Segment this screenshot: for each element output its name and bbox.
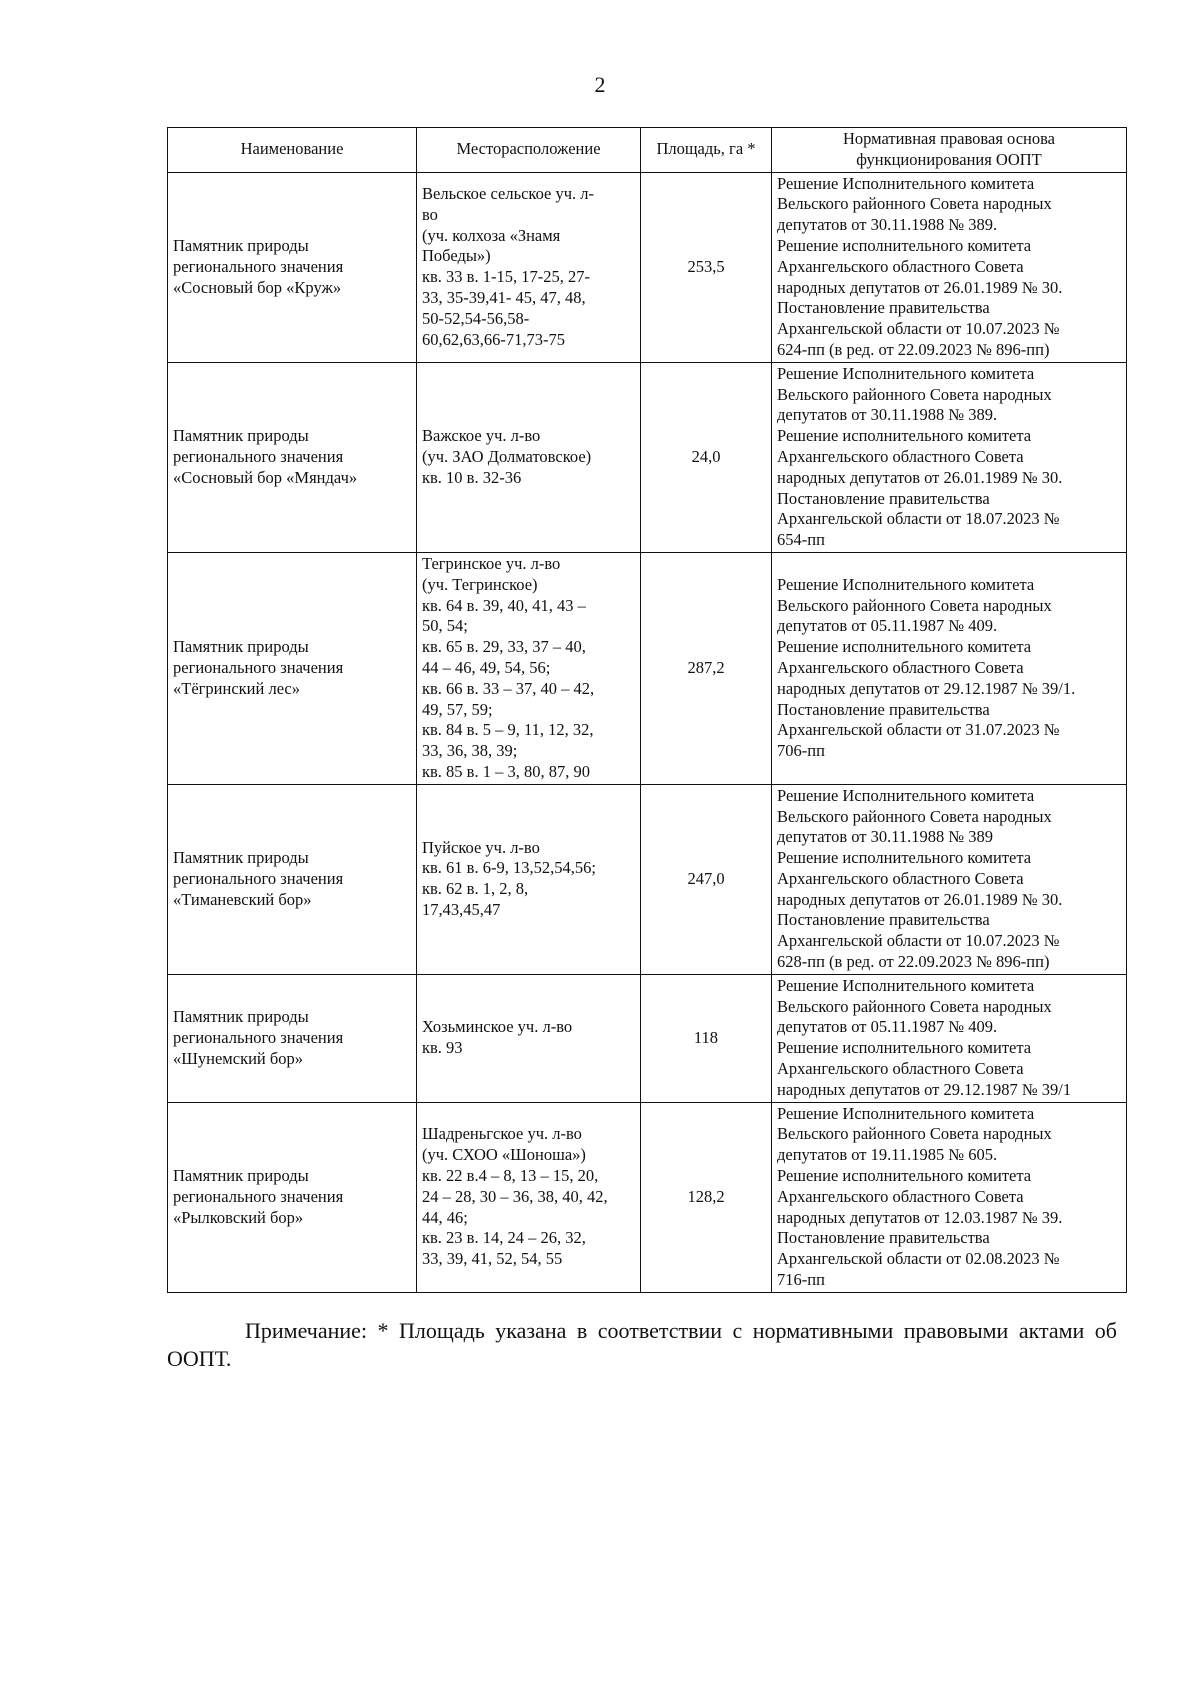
cell-basis-line: Архангельской области от 18.07.2023 № <box>777 509 1060 529</box>
cell-name-line: регионального значения <box>173 256 344 276</box>
table-row <box>168 172 1127 362</box>
cell-basis-line: Решение Исполнительного комитета <box>777 785 1035 805</box>
cell-name-line: регионального значения <box>173 446 344 466</box>
cell-name-line: Памятник природы <box>173 235 309 255</box>
cell-basis-line: Постановление правительства <box>777 699 990 719</box>
cell-name-line: «Шунемский бор» <box>173 1048 304 1068</box>
oopt-table <box>167 127 1127 1293</box>
cell-basis <box>772 784 1127 974</box>
cell-location <box>417 362 641 552</box>
cell-basis-line: 706-пп <box>777 741 825 761</box>
cell-name-line: «Тиманевский бор» <box>173 889 312 909</box>
cell-location-line: (уч. колхоза «Знамя <box>422 225 561 245</box>
cell-basis-line: Решение Исполнительного комитета <box>777 363 1035 383</box>
cell-location <box>417 552 641 784</box>
page-number: 2 <box>594 72 606 97</box>
cell-location <box>417 784 641 974</box>
cell-location-line: 49, 57, 59; <box>422 699 493 719</box>
cell-basis <box>772 172 1127 362</box>
cell-basis-line: Архангельской области от 10.07.2023 № <box>777 319 1060 339</box>
cell-area: 287,2 <box>641 552 772 784</box>
cell-location-line: (уч. Тегринское) <box>422 574 538 594</box>
cell-basis-line: Решение исполнительного комитета <box>777 1038 1032 1058</box>
cell-basis-line: Постановление правительства <box>777 488 990 508</box>
cell-basis-line: Архангельской области от 02.08.2023 № <box>777 1249 1060 1269</box>
cell-name <box>168 1102 417 1292</box>
header-basis <box>772 128 1127 173</box>
cell-basis-line: Решение Исполнительного комитета <box>777 574 1035 594</box>
cell-name-line: регионального значения <box>173 657 344 677</box>
cell-basis-line: Решение исполнительного комитета <box>777 637 1032 657</box>
cell-location-line: кв. 65 в. 29, 33, 37 – 40, <box>422 637 586 657</box>
header-location: Месторасположение <box>417 128 641 173</box>
cell-basis-line: народных депутатов от 26.01.1989 № 30. <box>777 889 1063 909</box>
cell-location-line: кв. 22 в.4 – 8, 13 – 15, 20, <box>422 1166 599 1186</box>
cell-location-line: кв. 10 в. 32-36 <box>422 467 522 487</box>
cell-location-line: 33, 36, 38, 39; <box>422 741 518 761</box>
cell-area: 253,5 <box>641 172 772 362</box>
cell-location <box>417 1102 641 1292</box>
cell-basis <box>772 552 1127 784</box>
cell-basis-line: депутатов от 19.11.1985 № 605. <box>777 1145 998 1165</box>
cell-basis-line: Вельского районного Совета народных <box>777 996 1052 1016</box>
footnote: Примечание: * Площадь указана в соответствии с нормативными правовыми актами об ООПТ. <box>167 1318 1117 1371</box>
cell-area: 118 <box>641 974 772 1102</box>
cell-location-line: кв. 33 в. 1-15, 17-25, 27- <box>422 267 590 287</box>
cell-basis-line: Решение Исполнительного комитета <box>777 975 1035 995</box>
cell-basis-line: Архангельского областного Совета <box>777 868 1024 888</box>
cell-basis <box>772 362 1127 552</box>
cell-name <box>168 362 417 552</box>
cell-basis-line: депутатов от 05.11.1987 № 409. <box>777 1017 998 1037</box>
cell-basis-line: Постановление правительства <box>777 1228 990 1248</box>
cell-basis-line: народных депутатов от 12.03.1987 № 39. <box>777 1207 1063 1227</box>
cell-location-line: 33, 39, 41, 52, 54, 55 <box>422 1249 563 1269</box>
cell-basis-line: Постановление правительства <box>777 910 990 930</box>
cell-name <box>168 974 417 1102</box>
cell-basis-line: Вельского районного Совета народных <box>777 806 1052 826</box>
table-row <box>168 362 1127 552</box>
cell-name-line: Памятник природы <box>173 1007 309 1027</box>
header-basis-line: Нормативная правовая основа <box>843 129 1055 148</box>
cell-name-line: «Рылковский бор» <box>173 1207 304 1227</box>
cell-name-line: Памятник природы <box>173 848 309 868</box>
cell-name-line: «Сосновый бор «Мяндач» <box>173 467 358 487</box>
cell-location-line: 60,62,63,66-71,73-75 <box>422 329 565 349</box>
cell-location-line: Важское уч. л-во <box>422 426 541 446</box>
cell-location-line: кв. 61 в. 6-9, 13,52,54,56; <box>422 858 596 878</box>
table-body <box>168 172 1127 1292</box>
cell-location-line: Тегринское уч. л-во <box>422 553 561 573</box>
cell-basis-line: Архангельской области от 10.07.2023 № <box>777 931 1060 951</box>
cell-basis-line: депутатов от 30.11.1988 № 389 <box>777 827 994 847</box>
cell-basis-line: Решение исполнительного комитета <box>777 848 1032 868</box>
cell-basis-line: Архангельского областного Совета <box>777 446 1024 466</box>
cell-basis-line: народных депутатов от 29.12.1987 № 39/1 <box>777 1079 1072 1099</box>
cell-basis-line: Архангельского областного Совета <box>777 1059 1024 1079</box>
cell-location-line: 24 – 28, 30 – 36, 38, 40, 42, <box>422 1186 608 1206</box>
cell-basis <box>772 1102 1127 1292</box>
cell-location-line: кв. 93 <box>422 1038 463 1058</box>
cell-basis-line: Вельского районного Совета народных <box>777 595 1052 615</box>
cell-basis-line: народных депутатов от 29.12.1987 № 39/1. <box>777 678 1076 698</box>
cell-location-line: 17,43,45,47 <box>422 900 501 920</box>
cell-location-line: 44, 46; <box>422 1207 468 1227</box>
cell-location-line: кв. 84 в. 5 – 9, 11, 12, 32, <box>422 720 594 740</box>
cell-basis-line: депутатов от 30.11.1988 № 389. <box>777 405 998 425</box>
cell-location-line: во <box>422 204 438 224</box>
cell-basis-line: Решение Исполнительного комитета <box>777 173 1035 193</box>
cell-name-line: регионального значения <box>173 1186 344 1206</box>
cell-basis <box>772 974 1127 1102</box>
cell-basis-line: 628-пп (в ред. от 22.09.2023 № 896-пп) <box>777 952 1050 972</box>
cell-basis-line: Решение исполнительного комитета <box>777 426 1032 446</box>
cell-basis-line: депутатов от 30.11.1988 № 389. <box>777 215 998 235</box>
cell-location-line: кв. 62 в. 1, 2, 8, <box>422 879 529 899</box>
table-row <box>168 974 1127 1102</box>
cell-name <box>168 552 417 784</box>
cell-name <box>168 172 417 362</box>
cell-basis-line: Решение исполнительного комитета <box>777 235 1032 255</box>
cell-name-line: «Сосновый бор «Круж» <box>173 277 342 297</box>
cell-basis-line: народных депутатов от 26.01.1989 № 30. <box>777 467 1063 487</box>
cell-basis-line: Архангельского областного Совета <box>777 256 1024 276</box>
cell-name-line: регионального значения <box>173 868 344 888</box>
cell-name-line: «Тёгринский лес» <box>173 678 300 698</box>
cell-basis-line: Архангельского областного Совета <box>777 1186 1024 1206</box>
cell-name <box>168 784 417 974</box>
cell-basis-line: Вельского районного Совета народных <box>777 1124 1052 1144</box>
cell-location-line: Хозьминское уч. л-во <box>422 1017 573 1037</box>
header-name: Наименование <box>168 128 417 173</box>
table-header-row <box>168 128 1127 173</box>
cell-location-line: 50-52,54-56,58- <box>422 308 530 328</box>
cell-basis-line: Вельского районного Совета народных <box>777 384 1052 404</box>
cell-location-line: (уч. ЗАО Долматовское) <box>422 446 592 466</box>
cell-basis-line: 716-пп <box>777 1270 825 1290</box>
cell-name-line: регионального значения <box>173 1027 344 1047</box>
cell-basis-line: 654-пп <box>777 530 825 550</box>
header-basis-line: функционирования ООПТ <box>856 149 1042 169</box>
cell-location-line: 50, 54; <box>422 616 468 636</box>
cell-basis-line: 624-пп (в ред. от 22.09.2023 № 896-пп) <box>777 339 1050 359</box>
cell-basis-line: Решение Исполнительного комитета <box>777 1103 1035 1123</box>
cell-area: 24,0 <box>641 362 772 552</box>
cell-area: 247,0 <box>641 784 772 974</box>
cell-location-line: Пуйское уч. л-во <box>422 837 540 857</box>
cell-basis-line: Архангельской области от 31.07.2023 № <box>777 720 1060 740</box>
cell-location-line: Шадреньгское уч. л-во <box>422 1124 582 1144</box>
header-area: Площадь, га * <box>641 128 772 173</box>
cell-location-line: 44 – 46, 49, 54, 56; <box>422 657 551 677</box>
cell-basis-line: Архангельского областного Совета <box>777 657 1024 677</box>
cell-name-line: Памятник природы <box>173 1166 309 1186</box>
cell-area: 128,2 <box>641 1102 772 1292</box>
cell-basis-line: Решение исполнительного комитета <box>777 1166 1032 1186</box>
cell-location <box>417 974 641 1102</box>
cell-basis-line: депутатов от 05.11.1987 № 409. <box>777 616 998 636</box>
cell-basis-line: Постановление правительства <box>777 298 990 318</box>
cell-location-line: (уч. СХОО «Шоноша») <box>422 1145 586 1165</box>
cell-location-line: Победы») <box>422 246 491 266</box>
cell-location-line: Вельское сельское уч. л- <box>422 183 595 203</box>
cell-location <box>417 172 641 362</box>
table-row <box>168 1102 1127 1292</box>
table-row <box>168 552 1127 784</box>
cell-name-line: Памятник природы <box>173 426 309 446</box>
cell-basis-line: народных депутатов от 26.01.1989 № 30. <box>777 277 1063 297</box>
table-row <box>168 784 1127 974</box>
cell-name-line: Памятник природы <box>173 637 309 657</box>
cell-location-line: кв. 64 в. 39, 40, 41, 43 – <box>422 595 586 615</box>
cell-location-line: кв. 85 в. 1 – 3, 80, 87, 90 <box>422 761 590 781</box>
cell-location-line: кв. 66 в. 33 – 37, 40 – 42, <box>422 678 595 698</box>
cell-location-line: 33, 35-39,41- 45, 47, 48, <box>422 287 586 307</box>
cell-basis-line: Вельского районного Совета народных <box>777 194 1052 214</box>
cell-location-line: кв. 23 в. 14, 24 – 26, 32, <box>422 1228 586 1248</box>
